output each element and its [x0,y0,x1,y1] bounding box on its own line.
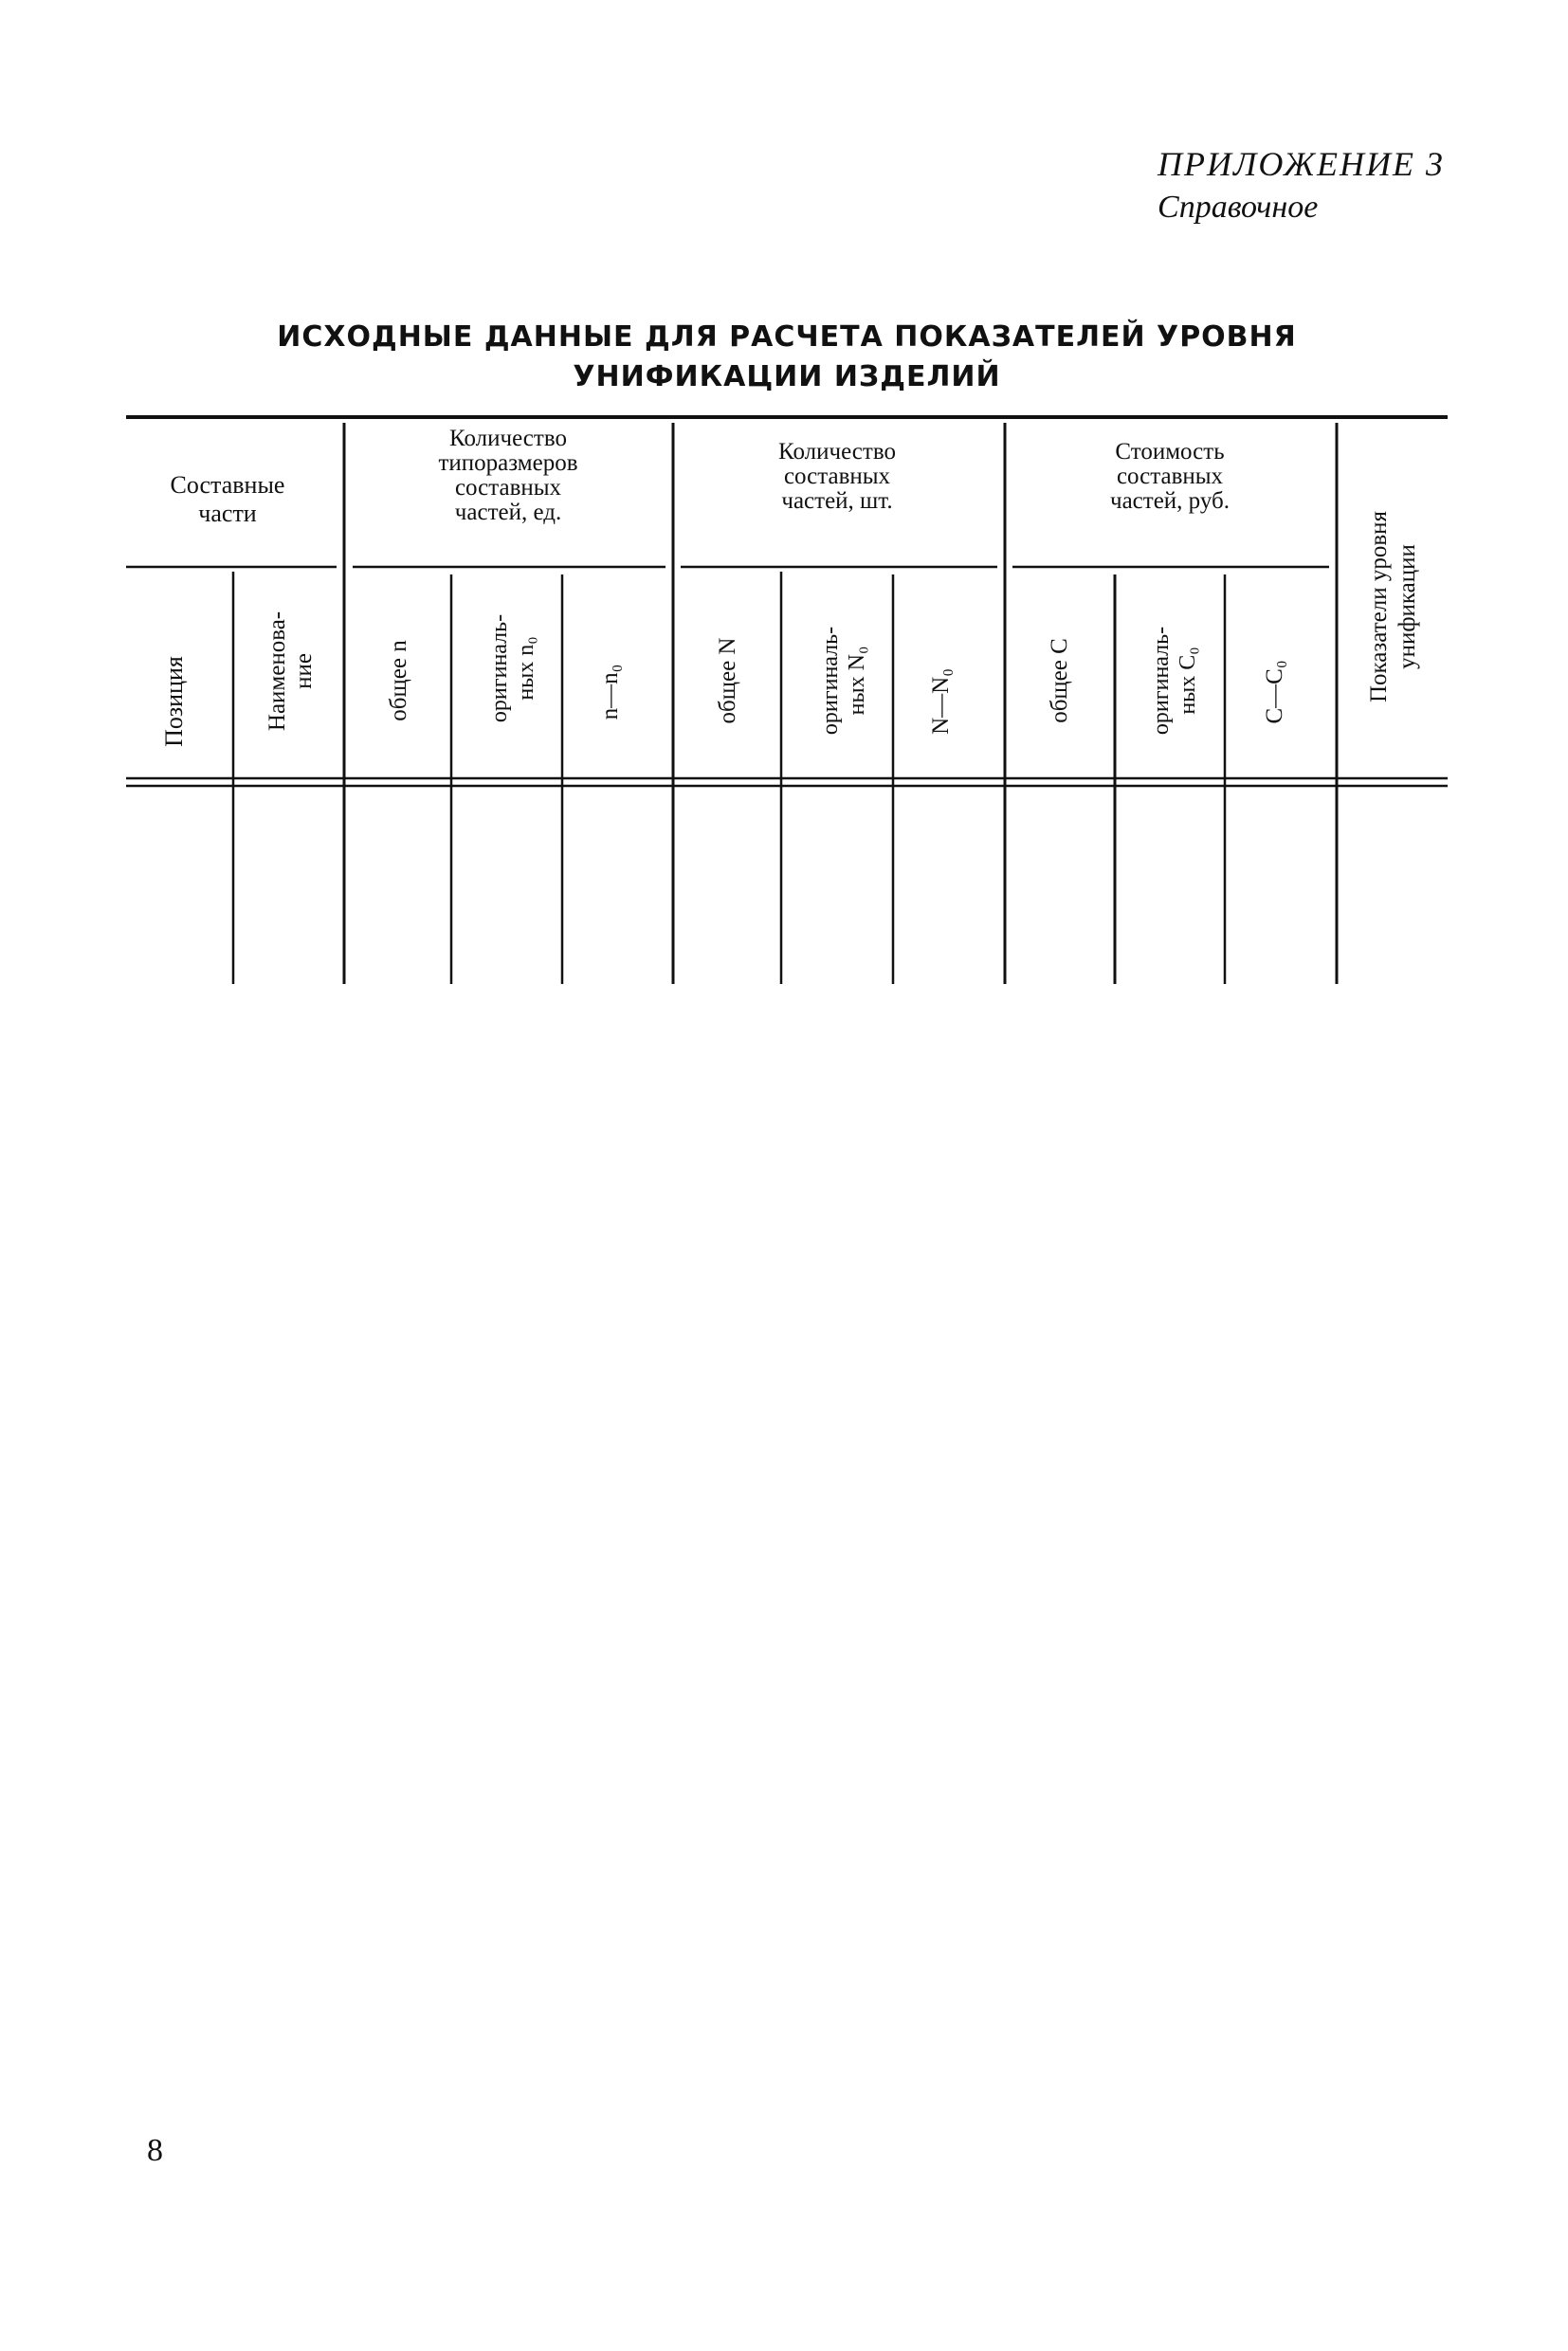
header-line: частей, шт. [781,488,893,514]
header-line: ных n₀ [514,636,538,701]
header-line: составных [783,464,891,489]
subheader-position [160,656,188,747]
title-line-1: ИСХОДНЫЕ ДАННЫЕ ДЛЯ РАСЧЕТА ПОКАЗАТЕЛЕЙ УРОВНЯ [277,320,1297,354]
header-line: оригиналь- [1149,626,1174,736]
group-header-parts [171,471,285,527]
header-line: унификации [1395,544,1420,669]
subheader-C-minus-C0 [1262,660,1287,723]
subheader-total-n [386,640,411,721]
header-line: составных [1116,464,1224,489]
title-line-2: УНИФИКАЦИИ ИЗДЕЛИЙ [573,360,1001,393]
subheader-total-N [715,638,740,724]
subheader-name [264,611,317,731]
header-line: Наименова- [264,611,290,732]
group-header-sizes [438,426,577,525]
page-number: 8 [147,2133,163,2168]
header-line: оригиналь- [487,613,512,723]
subheader-n-minus-n0 [597,665,623,720]
subheader-total-C [1047,638,1072,723]
subheader-orig-N0 [818,627,869,735]
header-line: типоразмеров [438,450,578,476]
subheader-orig-C0 [1149,627,1200,735]
header-line: ных C₀ [1176,647,1200,715]
header-line: N—N₀ [928,668,954,735]
header-line: общее N [715,637,740,724]
header-line: ние [291,653,317,689]
subheader-N-minus-N0 [928,668,954,735]
indicator-header [1366,510,1420,702]
header-line: частей, руб. [1110,488,1230,514]
header-line: ных N₀ [845,646,869,716]
header-line: Показатели уровня [1366,510,1392,703]
group-header-count [778,439,896,514]
header-line: Количество [778,439,896,465]
header-line: составных [454,475,562,501]
header-line: C—C₀ [1262,660,1287,724]
header-line: Стоимость [1115,439,1225,465]
appendix-kind: Справочное [1158,190,1319,225]
table-header-text [160,426,1420,747]
subheader-orig-n0 [487,614,538,722]
header-line: Составные [170,471,285,499]
header-line: Позиция [160,656,188,747]
header-line: общее C [1047,638,1072,723]
header-line: части [198,500,257,527]
group-header-cost [1110,439,1230,514]
header-line: общее n [386,640,411,721]
header-line: оригиналь- [818,626,843,736]
header-line: частей, ед. [454,500,562,525]
header-line: n—n₀ [597,664,623,720]
header-line: Количество [449,426,567,451]
appendix-label: ПРИЛОЖЕНИЕ 3 [1158,145,1445,183]
